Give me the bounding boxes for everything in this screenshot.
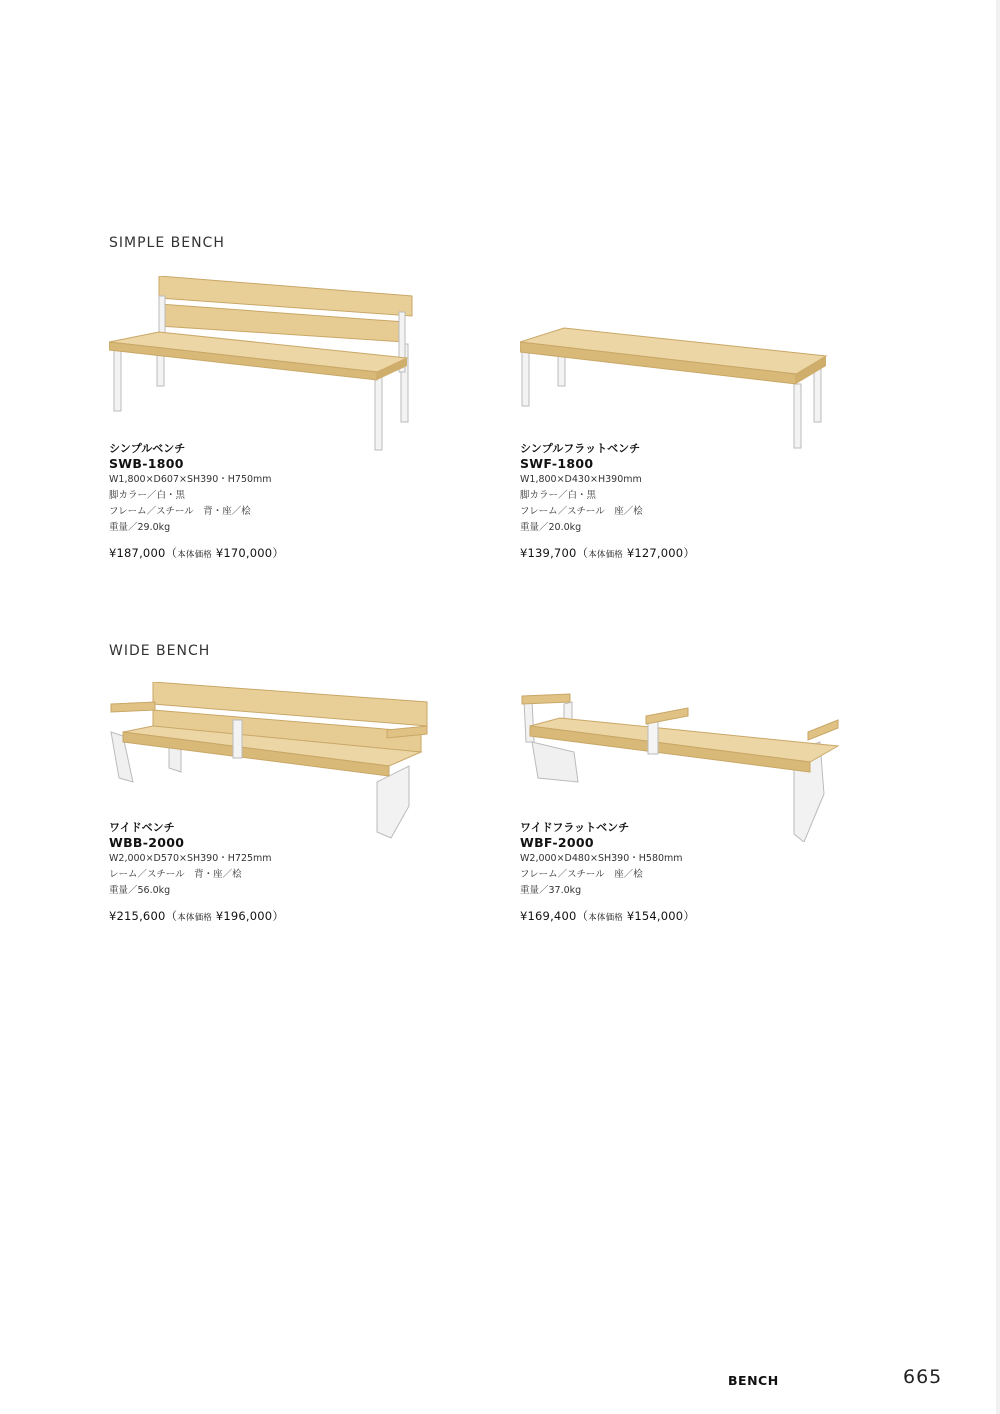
simple-bench-image xyxy=(109,276,419,456)
product-code: WBB-2000 xyxy=(109,835,185,850)
price-note-open: （ xyxy=(576,909,589,923)
product-info xyxy=(109,441,284,561)
product-code: SWB-1800 xyxy=(109,456,184,471)
price-note-label: 本体価格 xyxy=(588,550,623,560)
spec-dimensions: W2,000×D570×SH390・H725mm xyxy=(109,853,272,864)
spec-material: フレーム／スチール 背・座／桧 xyxy=(109,506,251,517)
price-line xyxy=(520,908,695,924)
spec-weight: 重量／56.0kg xyxy=(109,885,171,896)
product-simple-flat-bench xyxy=(520,276,880,566)
spec-leg-color: 脚カラー／白・黒 xyxy=(109,490,186,501)
page-edge-shadow xyxy=(996,0,1000,1414)
spec-material: レーム／スチール 背・座／桧 xyxy=(109,869,242,880)
product-code: WBF-2000 xyxy=(520,835,594,850)
page-number: 665 xyxy=(903,1366,943,1388)
price: ¥169,400 xyxy=(520,909,577,923)
section-title-simple-bench: SIMPLE BENCH xyxy=(109,235,225,251)
spec-weight: 重量／29.0kg xyxy=(109,522,171,533)
product-code: SWF-1800 xyxy=(520,456,594,471)
wide-bench-image xyxy=(109,682,429,842)
price-line xyxy=(109,545,284,561)
price: ¥187,000 xyxy=(109,546,166,560)
product-wide-bench xyxy=(109,682,469,932)
spec-weight: 重量／20.0kg xyxy=(520,522,582,533)
price-line xyxy=(109,908,284,924)
product-name: ワイドフラットベンチ xyxy=(520,821,630,834)
spec-weight: 重量／37.0kg xyxy=(520,885,582,896)
price-note-label: 本体価格 xyxy=(588,913,623,923)
price-note-value: ¥170,000） xyxy=(212,546,285,560)
product-name: ワイドベンチ xyxy=(109,821,175,834)
price-line xyxy=(520,545,695,561)
price-note-value: ¥154,000） xyxy=(623,909,696,923)
product-info xyxy=(109,820,284,924)
spec-dimensions: W1,800×D607×SH390・H750mm xyxy=(109,474,272,485)
spec-dimensions: W1,800×D430×H390mm xyxy=(520,474,642,485)
product-info xyxy=(520,820,695,924)
simple-flat-bench-image xyxy=(520,276,830,456)
spec-dimensions: W2,000×D480×SH390・H580mm xyxy=(520,853,683,864)
price-note-label: 本体価格 xyxy=(177,550,212,560)
product-name: シンプルベンチ xyxy=(109,442,186,455)
price-note-value: ¥127,000） xyxy=(623,546,696,560)
spec-leg-color: 脚カラー／白・黒 xyxy=(520,490,597,501)
price-note-label: 本体価格 xyxy=(177,913,212,923)
price-note-value: ¥196,000） xyxy=(212,909,285,923)
price-note-open: （ xyxy=(576,546,589,560)
price-note-open: （ xyxy=(165,546,178,560)
price-note-open: （ xyxy=(165,909,178,923)
product-wide-flat-bench xyxy=(520,682,880,932)
section-title-wide-bench: WIDE BENCH xyxy=(109,643,211,659)
price: ¥215,600 xyxy=(109,909,166,923)
product-simple-bench xyxy=(109,276,469,566)
wide-flat-bench-image xyxy=(520,682,840,842)
spec-material: フレーム／スチール 座／桧 xyxy=(520,869,643,880)
price: ¥139,700 xyxy=(520,546,577,560)
spec-material: フレーム／スチール 座／桧 xyxy=(520,506,643,517)
product-info xyxy=(520,441,695,561)
footer-category-label: BENCH xyxy=(728,1373,779,1388)
product-name: シンプルフラットベンチ xyxy=(520,442,641,455)
